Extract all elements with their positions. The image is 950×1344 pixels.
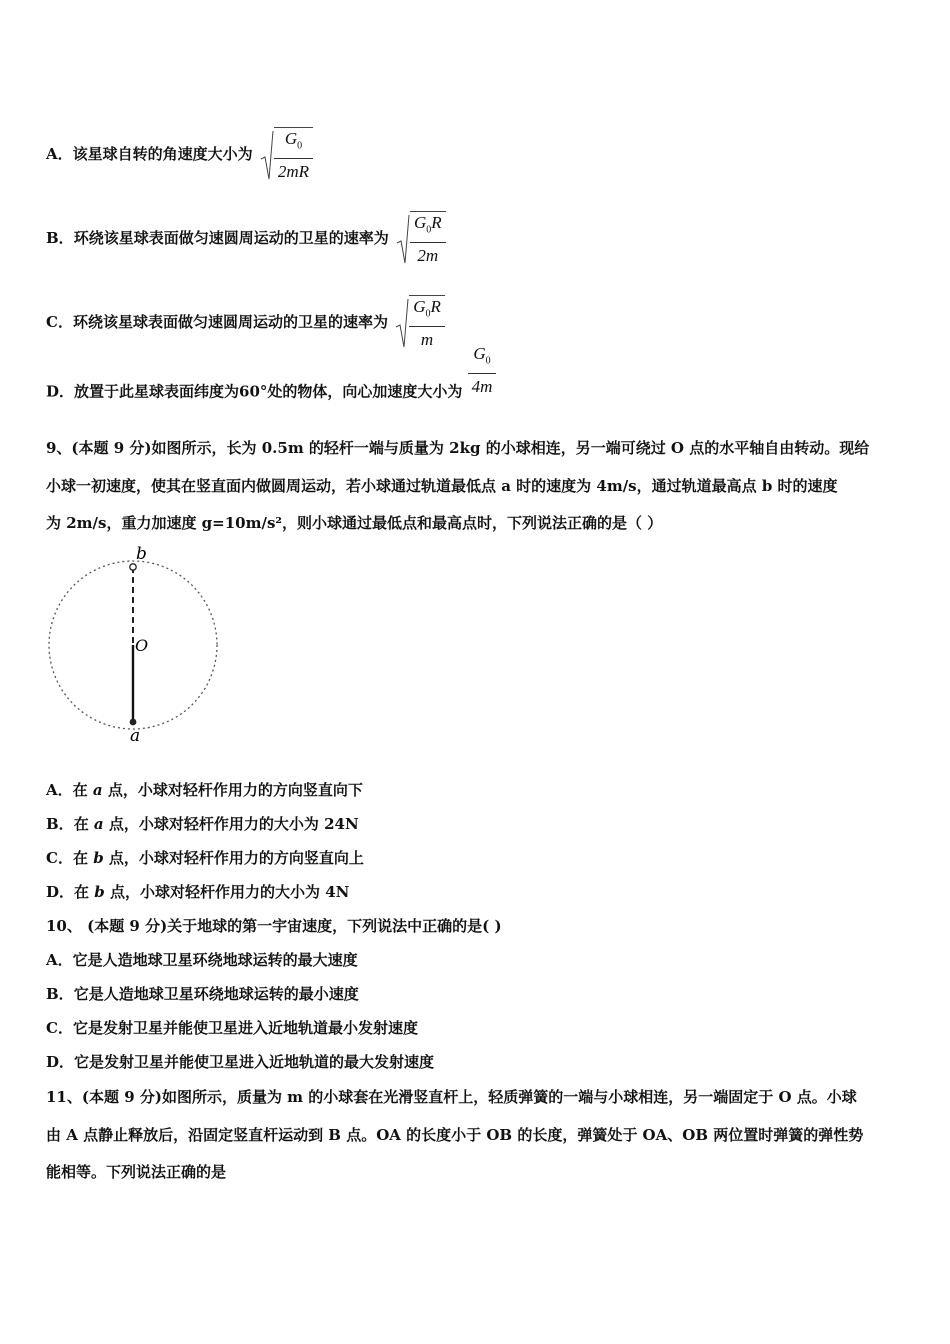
label-o: O (135, 636, 149, 655)
option-post: 点，小球对轻杆作用力的方向竖直向下 (102, 781, 363, 799)
option-text: 放置于此星球表面纬度为60°处的物体，向心加速度大小为 (74, 382, 463, 401)
option-point: a (92, 781, 103, 799)
option-pre: 在 (73, 815, 94, 833)
option-pre: 在 (72, 849, 94, 867)
numerator-sub: 0 (426, 224, 432, 236)
option-point: b (93, 849, 104, 867)
fraction (274, 127, 313, 183)
denominator: 4m (471, 377, 493, 397)
numerator-sub: 0 (297, 140, 303, 152)
sqrt-formula (260, 127, 313, 183)
radical-sign-icon (260, 129, 274, 181)
denominator: 2m (417, 246, 439, 266)
q10-option-b (46, 984, 359, 1004)
option-label: C． (46, 313, 73, 332)
option-label: B． (46, 985, 74, 1003)
radical-sign-icon (396, 213, 410, 265)
option-text: 它是发射卫星并能使卫星进入近地轨道的最大发射速度 (74, 1053, 435, 1071)
q9-option-a (46, 780, 363, 800)
q9-option-b (46, 814, 359, 834)
option-label: A． (46, 781, 73, 799)
option-c-prev (46, 295, 445, 351)
option-text: 它是发射卫星并能使卫星进入近地轨道最小发射速度 (72, 1019, 418, 1037)
option-point: a (93, 815, 104, 833)
point-a-marker (130, 719, 137, 726)
question-9-text-1: 如图所示，长为 0.5m 的轻杆一端与质量为 2kg 的小球相连，另一端可绕过 O 点的水平轴自由转动。现给 (151, 439, 870, 457)
option-text: 它是人造地球卫星环绕地球运转的最大速度 (72, 951, 358, 969)
q10-option-d (46, 1052, 434, 1072)
option-label: D． (46, 382, 75, 401)
option-d-prev (46, 344, 496, 406)
option-text: 它是人造地球卫星环绕地球运转的最小速度 (73, 985, 359, 1003)
radical-sign-icon (395, 297, 409, 349)
option-text: 该星球自转的角速度大小为 (72, 145, 253, 164)
question-11-line-3: 能相等。下列说法正确的是 (46, 1163, 227, 1181)
question-9-prefix: 9、(本题 9 分) (46, 439, 152, 457)
option-post: 点，小球对轻杆作用力的方向竖直向上 (103, 849, 364, 867)
option-label: C． (46, 849, 73, 867)
numerator: G (473, 344, 486, 363)
question-9-line-1 (46, 438, 869, 458)
question-10-stem: 10、 (本题 9 分)关于地球的第一宇宙速度，下列说法中正确的是( ) (46, 917, 502, 935)
question-9-line-2: 小球一初速度，使其在竖直面内做圆周运动，若小球通过轨道最低点 a 时的速度为 4m/s，通过轨道最高点 b 时的速度 (46, 477, 838, 495)
option-label: A． (46, 951, 73, 969)
circle-diagram (40, 545, 230, 750)
option-label: D． (46, 883, 75, 901)
q9-option-d (46, 882, 349, 902)
sqrt-formula (395, 295, 445, 351)
option-pre: 在 (72, 781, 93, 799)
option-text: 环绕该星球表面做匀速圆周运动的卫星的速率为 (73, 229, 389, 248)
fraction (409, 295, 445, 351)
option-post: 点，小球对轻杆作用力的大小为 24N (103, 815, 359, 833)
q10-option-c (46, 1018, 418, 1038)
option-a-prev (46, 127, 313, 183)
numerator-sub: 0 (425, 308, 431, 320)
sqrt-formula (396, 211, 446, 267)
numerator-tail: R (431, 213, 442, 232)
numerator: G (284, 129, 298, 148)
point-b-marker (130, 564, 136, 570)
option-point: b (94, 883, 105, 901)
option-label: C． (46, 1019, 73, 1037)
option-b-prev (46, 211, 446, 267)
option-post: 点，小球对轻杆作用力的大小为 4N (104, 883, 350, 901)
label-b: b (136, 545, 147, 564)
option-label: B． (46, 815, 74, 833)
question-11-line-2: 由 A 点静止释放后，沿固定竖直杆运动到 B 点。OA 的长度小于 OB 的长度，弹簧处于 OA、OB 两位置时弹簧的弹性势 (46, 1126, 864, 1144)
option-label: B． (46, 229, 74, 248)
fraction (468, 343, 497, 398)
numerator-sub: 0 (485, 355, 491, 367)
question-11-line-1: 11、(本题 9 分)如图所示，质量为 m 的小球套在光滑竖直杆上，轻质弹簧的一端与小球相连，另一端固定于 O 点。小球 (46, 1088, 857, 1106)
numerator: G (413, 213, 427, 232)
fraction (410, 211, 446, 267)
option-label: D． (46, 1053, 75, 1071)
q10-option-a (46, 950, 358, 970)
circle-figure (40, 545, 230, 754)
option-label: A． (46, 145, 73, 164)
label-a: a (130, 726, 141, 746)
q9-option-c (46, 848, 364, 868)
denominator: 2mR (277, 162, 310, 182)
numerator-tail: R (430, 297, 441, 316)
denominator: m (420, 330, 434, 350)
numerator: G (413, 297, 426, 316)
question-9-line-3: 为 2m/s，重力加速度 g=10m/s²，则小球通过最低点和最高点时，下列说法正确的是（ ） (46, 514, 663, 532)
option-pre: 在 (74, 883, 95, 901)
option-text: 环绕该星球表面做匀速圆周运动的卫星的速率为 (72, 313, 388, 332)
